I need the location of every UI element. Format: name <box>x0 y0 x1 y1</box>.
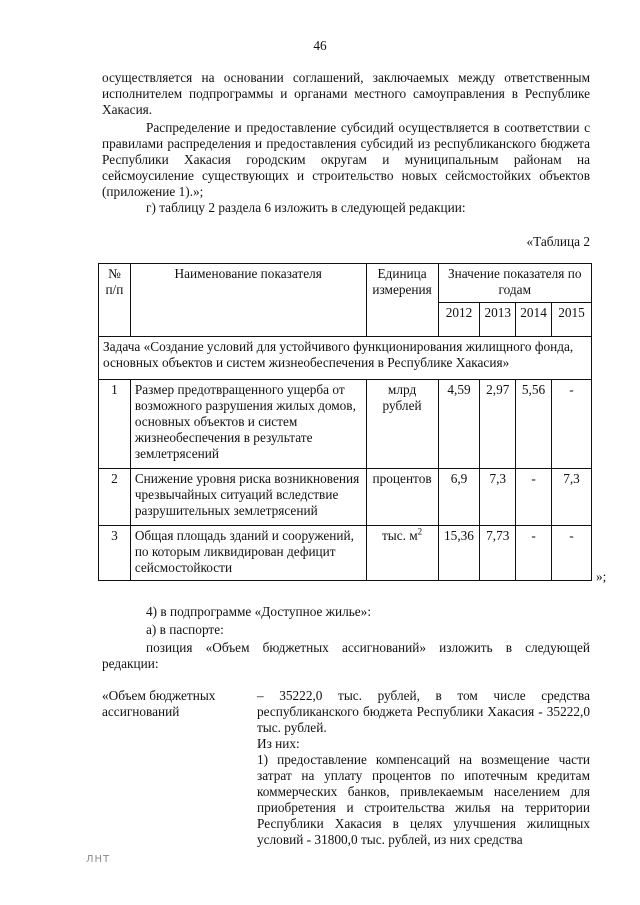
row-value: 7,3 <box>552 469 592 526</box>
header-number: № п/п <box>99 264 131 337</box>
row-value: - <box>552 380 592 469</box>
row-value: 15,36 <box>438 526 480 581</box>
table-header-row <box>99 264 592 303</box>
row-value: 4,59 <box>438 380 480 469</box>
table-row <box>99 380 592 469</box>
table-end-quote: »; <box>596 569 607 584</box>
header-indicator-name: Наименование показателя <box>130 264 366 337</box>
paragraph-table-edit: г) таблицу 2 раздела 6 изложить в следующей редакции: <box>146 200 466 215</box>
task-cell: Задача «Создание условий для устойчивого функционирования жилищного фонда, основных объектов и систем жизнеобеспечения в Республике Хакасия» <box>99 337 592 380</box>
header-year: 2012 <box>438 303 480 337</box>
budget-allocation-value <box>257 688 590 848</box>
row-value: 6,9 <box>438 469 480 526</box>
header-year: 2015 <box>552 303 592 337</box>
header-year: 2013 <box>480 303 516 337</box>
row-indicator-name: Снижение уровня риска возникновения чрезвычайных ситуаций вследствие разрушительных землетрясений <box>130 469 366 526</box>
row-value: 5,56 <box>516 380 552 469</box>
page-number: 46 <box>313 38 327 53</box>
row-indicator-name: Общая площадь зданий и сооружений, по которым ликвидирован дефицит сейсмостойкости <box>130 526 366 581</box>
paragraph-position: позиция «Объем бюджетных ассигнований» изложить в следующей редакции: <box>102 640 590 671</box>
unit-text: тыс. м <box>381 528 418 543</box>
unit-superscript: 2 <box>417 526 423 537</box>
indicators-table <box>98 263 592 581</box>
budget-item-1: 1) предоставление компенсаций на возмещение части затрат на уплату процентов по ипотечным кредитам коммерческих банков, привлекаемым населением для приобретения и строительства жилья на территории Республики Хакасия в целях улучшения жилищных условий - 31800,0 тыс. рублей, из них средства <box>257 752 590 847</box>
row-number: 1 <box>99 380 131 469</box>
header-unit: Единица измерения <box>366 264 438 337</box>
table-task-row <box>99 337 592 380</box>
row-indicator-name: Размер предотвращенного ущерба от возможного разрушения жилых домов, основных объектов и систем жизнеобеспечения в результате землетрясений <box>130 380 366 469</box>
row-value: 7,73 <box>480 526 516 581</box>
header-value-by-years: Значение показателя по годам <box>438 264 591 303</box>
row-value: - <box>516 469 552 526</box>
row-value: - <box>516 526 552 581</box>
scan-stamp-mark: ЛНТ <box>86 854 111 865</box>
row-unit: млрд рублей <box>366 380 438 469</box>
table-label: «Таблица 2 <box>526 234 590 249</box>
table-row <box>99 526 592 581</box>
table-row <box>99 469 592 526</box>
paragraph-subsidies: Распределение и предоставление субсидий осуществляется в соответствии с правилами распределения и предоставления субсидий из республиканского бюджета Республики Хакасия городским округам и муниципальным районам на сейсмоусиление существующих и строительство новых сейсмостойких объектов (приложение 1).»; <box>102 120 590 199</box>
budget-allocation-label: «Объем бюджетных ассигнований <box>102 688 216 719</box>
budget-total: – 35222,0 тыс. рублей, в том числе средства республиканского бюджета Республики Хакасия - 35222,0 тыс. рублей. <box>257 688 590 735</box>
row-value: 2,97 <box>480 380 516 469</box>
budget-of-them: Из них: <box>257 736 300 751</box>
paragraph-passport: а) в паспорте: <box>146 622 224 637</box>
row-unit <box>366 526 438 581</box>
row-number: 3 <box>99 526 131 581</box>
paragraph-subprogram: 4) в подпрограмме «Доступное жилье»: <box>146 604 372 619</box>
header-year: 2014 <box>516 303 552 337</box>
row-unit: процентов <box>366 469 438 526</box>
row-number: 2 <box>99 469 131 526</box>
row-value: - <box>552 526 592 581</box>
paragraph-agreements: осуществляется на основании соглашений, заключаемых между ответственным исполнителем подпрограммы и органами местного самоуправления в Республике Хакасия. <box>102 70 590 117</box>
row-value: 7,3 <box>480 469 516 526</box>
